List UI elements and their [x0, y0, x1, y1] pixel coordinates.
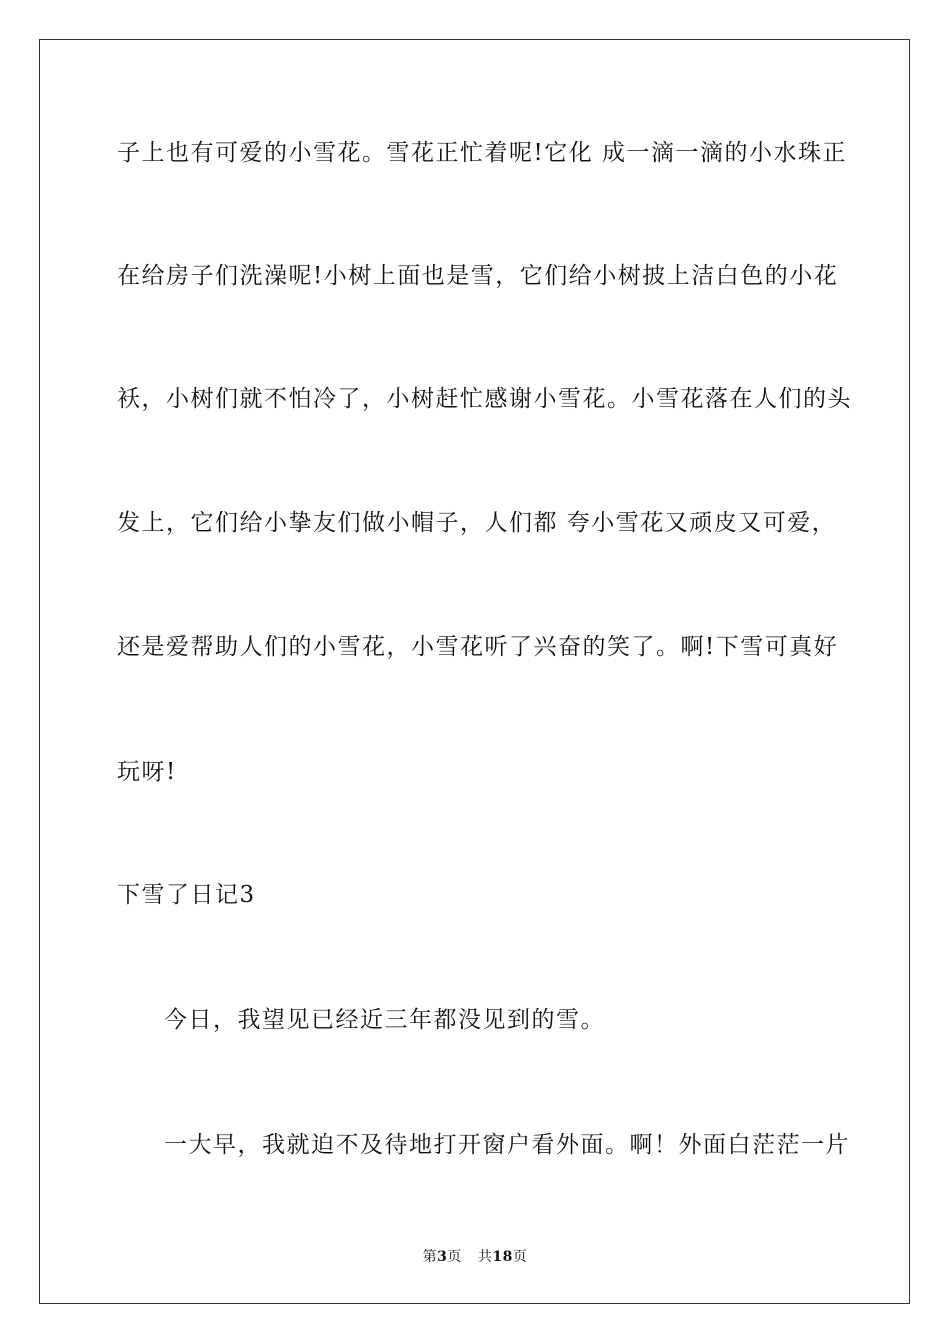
footer-page-prefix: 第: [422, 1249, 438, 1265]
body-line-4: 发上，它们给小挚友们做小帽子，人们都 夸小雪花又顽皮又可爱，: [117, 510, 837, 536]
page-footer: [0, 1248, 950, 1266]
page-border: [39, 39, 910, 1304]
paragraph-2: 一大早，我就迫不及待地打开窗户看外面。啊！外面白茫茫一片: [164, 1132, 850, 1158]
body-line-2: 在给房子们洗澡呢!小树上面也是雪，它们给小树披上洁白色的小花: [117, 263, 839, 289]
footer-total-suffix: 页: [512, 1249, 528, 1265]
body-line-5: 还是爱帮助人们的小雪花，小雪花听了兴奋的笑了。啊!下雪可真好: [117, 634, 839, 660]
section-heading: 下雪了日记3: [117, 882, 256, 908]
body-line-1: 子上也有可爱的小雪花。雪花正忙着呢!它化 成一滴一滴的小水珠正: [117, 140, 848, 166]
body-line-6: 玩呀!: [117, 759, 177, 785]
paragraph-1: 今日，我望见已经近三年都没见到的雪。: [164, 1007, 605, 1033]
footer-total-prefix: 共: [477, 1249, 493, 1265]
footer-page-number: 3: [437, 1249, 448, 1265]
body-line-3: 袄，小树们就不怕冷了，小树赶忙感谢小雪花。小雪花落在人们的头: [117, 386, 852, 412]
footer-page-suffix: 页: [447, 1249, 462, 1265]
footer-total-pages: 18: [492, 1249, 513, 1265]
